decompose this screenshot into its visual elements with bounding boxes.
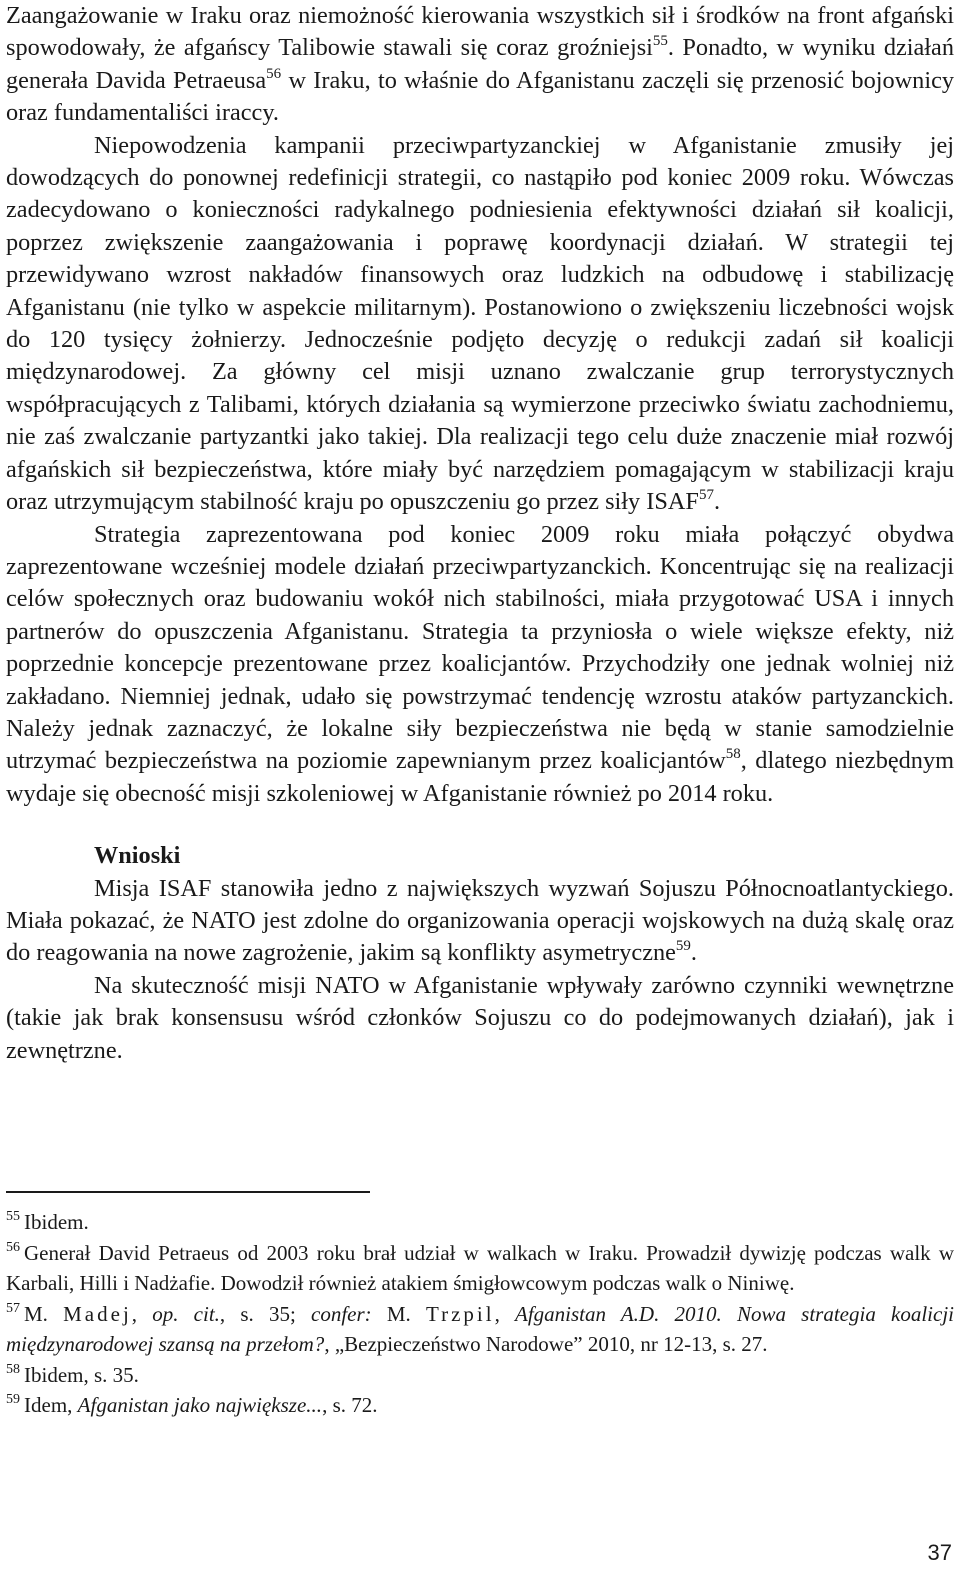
footnote-text: , <box>494 1301 516 1326</box>
footnote-text: , s. 35; <box>219 1301 312 1326</box>
section-heading: Wnioski <box>94 842 181 870</box>
main-text <box>6 0 954 1067</box>
footnote-text: , „Bezpieczeństwo Narodowe” 2010, nr 12-13, s. 27. <box>324 1332 768 1356</box>
page-number: 37 <box>927 1540 952 1565</box>
footnote-59 <box>6 1390 954 1421</box>
paragraph-3 <box>6 519 954 811</box>
footnote-ref-59[interactable]: 59 <box>675 938 691 955</box>
footnote-ref-57[interactable]: 57 <box>698 487 714 504</box>
footnote-number: 57 <box>6 1300 20 1316</box>
footnote-text: , s. 72. <box>322 1393 378 1417</box>
section-gap <box>6 810 954 840</box>
citation-abbrev: op. cit. <box>152 1301 220 1326</box>
citation-abbrev: confer: <box>311 1301 372 1326</box>
paragraph-text: Niepowodzenia kampanii przeciwpartyzanckiej w Afganistanie zmusiły jej dowodzących do ponownej redefinicji strategii, co nastąpiło pod koniec 2009 roku. Wówczas zadecydowano o konieczności radykalnego podniesienia efektywności działań sił koalicji, poprzez zwiększenie zaangażowania i poprawę koordynacji działań. W strategii tej przewidywano wzrost nakładów finansowych oraz ludzkich na odbudowę i stabilizację Afganistanu (nie tylko w aspekcie militarnym). Postanowiono o zwiększeniu liczebności wojsk do 120 tysięcy żołnierzy. Jednocześnie podjęto decyzję o redukcji zadań sił koalicji międzynarodowej. Za główny cel misji uznano zwalczanie grup terrorystycznych współpracujących z Talibami, których działania są wymierzone przeciwko światu zachodniemu, nie zaś zwalczanie partyzantki jako takiej. Dla realizacji tego celu duże znaczenie miał rozwój afgańskich sił bezpieczeństwa, które miały być narzędziem pomagającym w stabilizacji kraju oraz utrzymującym stabilność kraju po opuszczeniu go przez siły ISAF <box>6 131 954 516</box>
footnote-text: M. <box>371 1301 426 1326</box>
footnote-58 <box>6 1360 954 1391</box>
paragraph-text: . Ponadto, w wyniku działań generała Davida Petraeusa <box>6 34 954 94</box>
footnote-ref-55[interactable]: 55 <box>652 33 668 50</box>
cited-title: Afganistan A.D. 2010. Nowa strategia koalicji międzynarodowej szansą na przełom? <box>6 1301 955 1356</box>
footnote-57 <box>6 1299 954 1360</box>
footnote-number: 58 <box>6 1361 20 1377</box>
footnote-56 <box>6 1238 954 1299</box>
paragraph-text: Misja ISAF stanowiła jedno z największych wyzwań Sojuszu Północnoatlantyckiego. Miała pokazać, że NATO jest zdolne do organizowania operacji wojskowych na dużą skalę oraz do reagowania na nowe zagrożenie, jakim są konflikty asymetryczne <box>6 874 954 967</box>
footnote-ref-58[interactable]: 58 <box>725 746 741 763</box>
footnote-separator <box>6 1191 370 1193</box>
footnote-ref-56[interactable]: 56 <box>266 65 282 82</box>
footnote-text: Generał David Petraeus od 2003 roku brał udział w walkach w Iraku. Prowadził dywizję podczas walk w Karbali, Hilli i Nadżafie. Dowodził również atakiem śmigłowcowym podczas walk o Niniwę. <box>6 1240 954 1295</box>
footnote-55 <box>6 1207 954 1238</box>
footnote-number: 59 <box>6 1392 20 1407</box>
paragraph-text: . <box>690 939 697 967</box>
paragraph-text: . <box>713 488 721 516</box>
footnote-number: 56 <box>6 1239 20 1255</box>
paragraph-text: , dlatego niezbędnym wydaje się obecność misji szkoleniowej w Afganistanie również po 2014 roku. <box>6 747 954 807</box>
author-name: Trzpil <box>425 1301 495 1326</box>
paragraph-5: Na skuteczność misji NATO w Afganistanie wpływały zarówno czynniki wewnętrzne (takie jak brak konsensusu wśród członków Sojuszu co do podejmowanych działań), jak i zewnętrzne. <box>6 971 954 1064</box>
paragraph-text: Strategia zaprezentowana pod koniec 2009 roku miała połączyć obydwa zaprezentowane wcześniej modele działań przeciwpartyzanckich. Koncentrując się na realizacji celów społecznych oraz budowaniu wokół nich stabilności, miała przygotować USA i innych partnerów do opuszczenia Afganistanu. Strategia ta przyniosła o wiele większe efekty, niż poprzednie koncepcje prezentowane przez koalicjantów. Przychodziły one jednak wolniej niż zakładano. Niemniej jednak, udało się powstrzymać tendencję wzrostu ataków partyzanckich. Należy jednak zaznaczyć, że lokalne siły bezpieczeństwa nie będą w stanie samodzielnie utrzymać bezpieczeństwa na poziomie zapewnianym przez koalicjantów <box>6 520 954 775</box>
footnote-text: Ibidem. <box>24 1210 89 1234</box>
cited-title: Afganistan jako największe... <box>77 1393 323 1417</box>
footnote-text: , <box>131 1301 153 1326</box>
paragraph-text: Zaangażowanie w Iraku oraz niemożność kierowania wszystkich sił i środków na front afgański spowodowały, że afgańscy Talibowie stawali się coraz groźniejsi <box>6 2 954 62</box>
footnote-text: Ibidem, s. 35. <box>24 1362 139 1387</box>
footnote-text: Idem, <box>24 1393 78 1417</box>
author-name: Madej <box>63 1301 132 1326</box>
paragraph-2 <box>6 130 954 519</box>
footnotes <box>6 1191 954 1421</box>
footnote-number: 55 <box>6 1209 20 1224</box>
paragraph-text: w Iraku, to właśnie do Afganistanu zaczęli się przenosić bojownicy oraz fundamentaliści iraccy. <box>6 66 954 127</box>
footnote-text: M. <box>24 1301 64 1326</box>
paragraph-1 <box>6 0 954 130</box>
paragraph-4 <box>6 873 954 970</box>
